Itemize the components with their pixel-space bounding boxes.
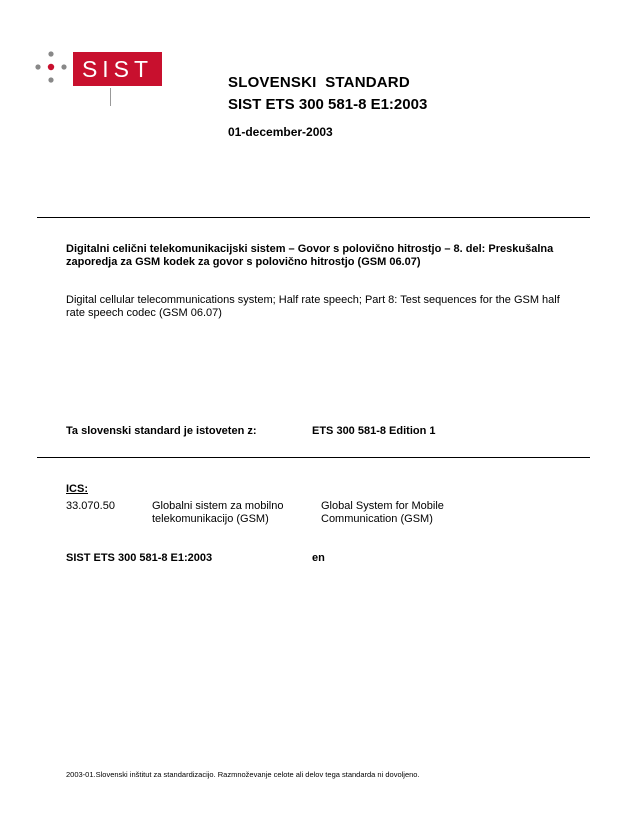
sist-logo-dots-icon xyxy=(33,48,73,88)
ics-description-slovenian: Globalni sistem za mobilno telekomunikacijo (GSM) xyxy=(152,500,284,525)
divider-top xyxy=(37,217,590,218)
logo-divider xyxy=(110,88,111,106)
divider-middle xyxy=(37,457,590,458)
publication-date: 01-december-2003 xyxy=(228,125,333,139)
ics-code: 33.070.50 xyxy=(66,500,115,512)
ics-description-english: Global System for Mobile Communication (GSM) xyxy=(321,500,444,525)
standard-id: SIST ETS 300 581-8 E1:2003 xyxy=(228,96,428,113)
title-english: Digital cellular telecommunications system; Half rate speech; Part 8: Test sequences for the GSM half rate speech codec (GSM 06.07) xyxy=(66,294,560,319)
document-language: en xyxy=(312,552,325,564)
copyright-footer: 2003-01.Slovenski inštitut za standardizacijo. Razmnoževanje celote ali delov tega standarda ni dovoljeno. xyxy=(66,770,420,779)
identical-value: ETS 300 581-8 Edition 1 xyxy=(312,425,436,437)
standard-type: SLOVENSKI STANDARD xyxy=(228,74,410,91)
ics-label: ICS: xyxy=(66,483,88,495)
title-slovenian: Digitalni celični telekomunikacijski sistem – Govor s polovično hitrostjo – 8. del: Preskušalna zaporedja za GSM kodek za govor s polovično hitrostjo (GSM 06.07) xyxy=(66,243,554,268)
sist-logo: SIST xyxy=(73,52,162,86)
document-id: SIST ETS 300 581-8 E1:2003 xyxy=(66,552,213,564)
identical-label: Ta slovenski standard je istoveten z: xyxy=(66,425,257,437)
